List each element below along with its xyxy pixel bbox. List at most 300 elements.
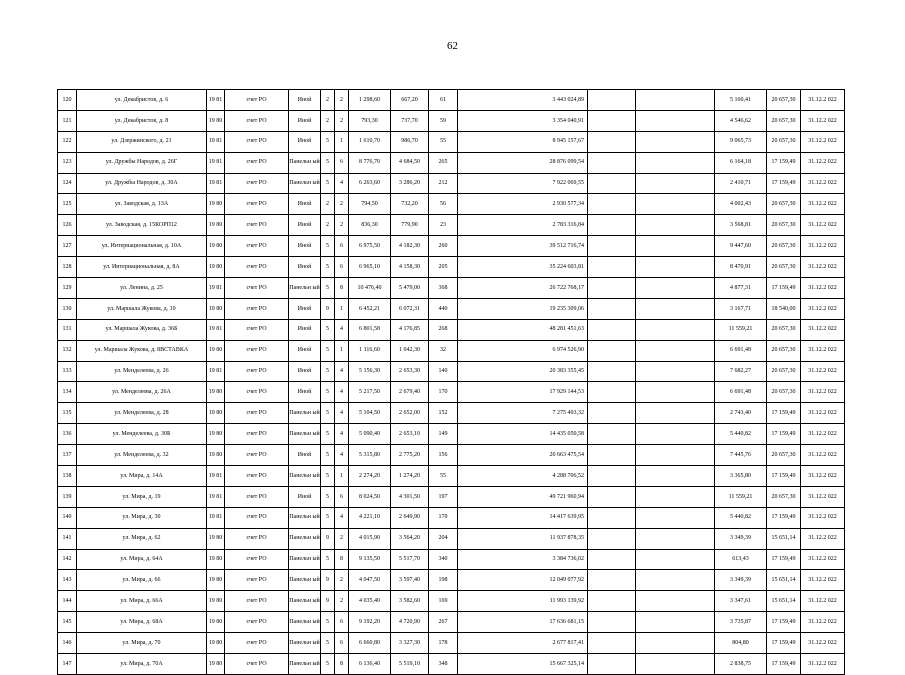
table-row <box>58 654 845 675</box>
fund-method-cell: счет РО <box>225 340 289 361</box>
total-area-cell: 5 156,30 <box>349 361 391 382</box>
cost-per-sqm-cell: 3 365,80 <box>715 466 767 487</box>
cost-per-sqm-cell: 11 559,21 <box>715 319 767 340</box>
residents-count-cell: 140 <box>429 361 458 382</box>
entrances-count-cell: 2 <box>335 194 349 215</box>
address-cell: ул. Менделеева, д. 28 <box>77 403 207 424</box>
living-area-cell: 2 775,20 <box>391 445 429 466</box>
limit-cost-cell: 17 159,49 <box>767 424 801 445</box>
empty-cell-cell <box>636 486 715 507</box>
wall-material-cell: Панельн ый <box>289 403 321 424</box>
limit-cost-cell: 20 657,30 <box>767 90 801 111</box>
cost-per-sqm-cell: 8 470,91 <box>715 257 767 278</box>
repair-cost-cell: 15 667 325,14 <box>458 654 588 675</box>
build-year-cell: 19 80 <box>207 215 225 236</box>
wall-material-cell: Иной <box>289 382 321 403</box>
wall-material-cell: Иной <box>289 445 321 466</box>
completion-date-cell: 31.12.2 022 <box>801 528 845 549</box>
build-year-cell: 19 80 <box>207 340 225 361</box>
living-area-cell: 4 182,30 <box>391 236 429 257</box>
empty-cell-cell <box>636 173 715 194</box>
wall-material-cell: Панельн ый <box>289 654 321 675</box>
cost-per-sqm-cell: 6 691,48 <box>715 382 767 403</box>
cost-per-sqm-cell: 6 164,18 <box>715 152 767 173</box>
total-area-cell: 1 298,60 <box>349 90 391 111</box>
empty-cell-cell <box>588 403 636 424</box>
entrances-count-cell: 2 <box>335 215 349 236</box>
floors-count-cell: 5 <box>321 257 335 278</box>
row-number-cell: 147 <box>58 654 77 675</box>
repair-cost-cell: 3 354 040,91 <box>458 110 588 131</box>
empty-cell-cell <box>588 424 636 445</box>
entrances-count-cell: 2 <box>335 570 349 591</box>
empty-cell-cell <box>636 278 715 299</box>
fund-method-cell: счет РО <box>225 424 289 445</box>
build-year-cell: 19 81 <box>207 466 225 487</box>
empty-cell-cell <box>636 466 715 487</box>
limit-cost-cell: 17 159,49 <box>767 152 801 173</box>
repair-cost-cell: 3 443 024,89 <box>458 90 588 111</box>
table-row <box>58 131 845 152</box>
living-area-cell: 5 519,10 <box>391 654 429 675</box>
living-area-cell: 6 072,31 <box>391 298 429 319</box>
living-area-cell: 732,20 <box>391 194 429 215</box>
fund-method-cell: счет РО <box>225 131 289 152</box>
completion-date-cell: 31.12.2 022 <box>801 131 845 152</box>
total-area-cell: 9 192,20 <box>349 612 391 633</box>
table-row <box>58 403 845 424</box>
floors-count-cell: 5 <box>321 466 335 487</box>
address-cell: ул. Маршала Жукова, д. 36Б <box>77 319 207 340</box>
empty-cell-cell <box>588 549 636 570</box>
total-area-cell: 5 090,40 <box>349 424 391 445</box>
completion-date-cell: 31.12.2 022 <box>801 549 845 570</box>
table-row <box>58 110 845 131</box>
row-number-cell: 129 <box>58 278 77 299</box>
limit-cost-cell: 20 657,30 <box>767 257 801 278</box>
cost-per-sqm-cell: 4 002,43 <box>715 194 767 215</box>
entrances-count-cell: 1 <box>335 131 349 152</box>
entrances-count-cell: 6 <box>335 152 349 173</box>
address-cell: ул. Дружбы Народов, д. 30А <box>77 173 207 194</box>
residents-count-cell: 152 <box>429 403 458 424</box>
residents-count-cell: 56 <box>429 194 458 215</box>
table-row <box>58 424 845 445</box>
empty-cell-cell <box>588 319 636 340</box>
floors-count-cell: 5 <box>321 654 335 675</box>
limit-cost-cell: 20 657,30 <box>767 194 801 215</box>
completion-date-cell: 31.12.2 022 <box>801 215 845 236</box>
empty-cell-cell <box>588 340 636 361</box>
total-area-cell: 6 975,50 <box>349 236 391 257</box>
limit-cost-cell: 17 159,49 <box>767 507 801 528</box>
limit-cost-cell: 15 651,14 <box>767 528 801 549</box>
limit-cost-cell: 17 159,49 <box>767 612 801 633</box>
row-number-cell: 126 <box>58 215 77 236</box>
cost-per-sqm-cell: 5 160,41 <box>715 90 767 111</box>
floors-count-cell: 5 <box>321 424 335 445</box>
living-area-cell: 3 327,30 <box>391 633 429 654</box>
entrances-count-cell: 6 <box>335 236 349 257</box>
build-year-cell: 19 80 <box>207 633 225 654</box>
empty-cell-cell <box>636 612 715 633</box>
wall-material-cell: Панельн ый <box>289 278 321 299</box>
row-number-cell: 122 <box>58 131 77 152</box>
living-area-cell: 1 274,20 <box>391 466 429 487</box>
residents-count-cell: 156 <box>429 445 458 466</box>
wall-material-cell: Иной <box>289 110 321 131</box>
residents-count-cell: 178 <box>429 633 458 654</box>
wall-material-cell: Панельн ый <box>289 570 321 591</box>
completion-date-cell: 31.12.2 022 <box>801 445 845 466</box>
cost-per-sqm-cell: 4 546,62 <box>715 110 767 131</box>
empty-cell-cell <box>588 194 636 215</box>
residents-count-cell: 198 <box>429 570 458 591</box>
row-number-cell: 127 <box>58 236 77 257</box>
repair-cost-cell: 4 288 706,52 <box>458 466 588 487</box>
living-area-cell: 667,20 <box>391 90 429 111</box>
row-number-cell: 138 <box>58 466 77 487</box>
fund-method-cell: счет РО <box>225 591 289 612</box>
living-area-cell: 5 517,70 <box>391 549 429 570</box>
entrances-count-cell: 6 <box>335 486 349 507</box>
limit-cost-cell: 20 657,30 <box>767 131 801 152</box>
build-year-cell: 19 80 <box>207 424 225 445</box>
build-year-cell: 19 81 <box>207 319 225 340</box>
entrances-count-cell: 2 <box>335 591 349 612</box>
repair-cost-cell: 26 722 768,17 <box>458 278 588 299</box>
build-year-cell: 19 80 <box>207 382 225 403</box>
limit-cost-cell: 20 657,30 <box>767 445 801 466</box>
row-number-cell: 145 <box>58 612 77 633</box>
completion-date-cell: 31.12.2 022 <box>801 466 845 487</box>
cost-per-sqm-cell: 2 743,40 <box>715 403 767 424</box>
floors-count-cell: 5 <box>321 549 335 570</box>
address-cell: ул. Заводская, д. 15КОРП12 <box>77 215 207 236</box>
residents-count-cell: 205 <box>429 257 458 278</box>
repair-cost-cell: 14 435 050,58 <box>458 424 588 445</box>
living-area-cell: 5 479,00 <box>391 278 429 299</box>
repair-cost-cell: 19 235 309,06 <box>458 298 588 319</box>
row-number-cell: 133 <box>58 361 77 382</box>
repair-cost-cell: 14 417 639,95 <box>458 507 588 528</box>
floors-count-cell: 2 <box>321 215 335 236</box>
residents-count-cell: 32 <box>429 340 458 361</box>
table-row <box>58 215 845 236</box>
limit-cost-cell: 17 159,49 <box>767 403 801 424</box>
entrances-count-cell: 6 <box>335 612 349 633</box>
wall-material-cell: Панельн ый <box>289 549 321 570</box>
wall-material-cell: Иной <box>289 131 321 152</box>
build-year-cell: 19 80 <box>207 528 225 549</box>
floors-count-cell: 5 <box>321 361 335 382</box>
residents-count-cell: 23 <box>429 215 458 236</box>
residents-count-cell: 59 <box>429 110 458 131</box>
table-row <box>58 90 845 111</box>
wall-material-cell: Иной <box>289 361 321 382</box>
cost-per-sqm-cell: 4 877,31 <box>715 278 767 299</box>
address-cell: ул. Маршала Жукова, д. 10 <box>77 298 207 319</box>
row-number-cell: 143 <box>58 570 77 591</box>
total-area-cell: 4 015,90 <box>349 528 391 549</box>
fund-method-cell: счет РО <box>225 236 289 257</box>
address-cell: ул. Заводская, д. 13А <box>77 194 207 215</box>
address-cell: ул. Мира, д. 68А <box>77 612 207 633</box>
entrances-count-cell: 4 <box>335 319 349 340</box>
total-area-cell: 6 965,10 <box>349 257 391 278</box>
repair-cost-cell: 11 937 878,35 <box>458 528 588 549</box>
address-cell: ул. Менделеева, д. 30Б <box>77 424 207 445</box>
housing-table <box>57 89 845 675</box>
fund-method-cell: счет РО <box>225 654 289 675</box>
floors-count-cell: 9 <box>321 570 335 591</box>
fund-method-cell: счет РО <box>225 173 289 194</box>
empty-cell-cell <box>636 382 715 403</box>
living-area-cell: 3 582,60 <box>391 591 429 612</box>
completion-date-cell: 31.12.2 022 <box>801 570 845 591</box>
row-number-cell: 135 <box>58 403 77 424</box>
total-area-cell: 8 024,50 <box>349 486 391 507</box>
limit-cost-cell: 20 657,30 <box>767 215 801 236</box>
build-year-cell: 19 81 <box>207 173 225 194</box>
residents-count-cell: 260 <box>429 236 458 257</box>
total-area-cell: 793,30 <box>349 110 391 131</box>
row-number-cell: 139 <box>58 486 77 507</box>
entrances-count-cell: 2 <box>335 528 349 549</box>
address-cell: ул. Дружбы Народов, д. 26Г <box>77 152 207 173</box>
total-area-cell: 6 660,80 <box>349 633 391 654</box>
repair-cost-cell: 11 993 139,92 <box>458 591 588 612</box>
address-cell: ул. Мира, д. 30 <box>77 507 207 528</box>
limit-cost-cell: 15 651,14 <box>767 591 801 612</box>
row-number-cell: 125 <box>58 194 77 215</box>
build-year-cell: 19 80 <box>207 612 225 633</box>
fund-method-cell: счет РО <box>225 466 289 487</box>
limit-cost-cell: 20 657,30 <box>767 486 801 507</box>
empty-cell-cell <box>636 152 715 173</box>
floors-count-cell: 5 <box>321 403 335 424</box>
repair-cost-cell: 48 281 451,63 <box>458 319 588 340</box>
limit-cost-cell: 17 159,49 <box>767 633 801 654</box>
empty-cell-cell <box>588 152 636 173</box>
empty-cell-cell <box>588 612 636 633</box>
entrances-count-cell: 1 <box>335 340 349 361</box>
empty-cell-cell <box>636 236 715 257</box>
repair-cost-cell: 28 876 099,54 <box>458 152 588 173</box>
residents-count-cell: 55 <box>429 466 458 487</box>
completion-date-cell: 31.12.2 022 <box>801 382 845 403</box>
limit-cost-cell: 17 159,49 <box>767 466 801 487</box>
table-row <box>58 591 845 612</box>
entrances-count-cell: 1 <box>335 298 349 319</box>
repair-cost-cell: 7 275 493,32 <box>458 403 588 424</box>
fund-method-cell: счет РО <box>225 445 289 466</box>
completion-date-cell: 31.12.2 022 <box>801 278 845 299</box>
fund-method-cell: счет РО <box>225 486 289 507</box>
build-year-cell: 19 80 <box>207 445 225 466</box>
limit-cost-cell: 17 159,49 <box>767 278 801 299</box>
living-area-cell: 2 649,90 <box>391 507 429 528</box>
entrances-count-cell: 4 <box>335 361 349 382</box>
repair-cost-cell: 8 945 157,67 <box>458 131 588 152</box>
address-cell: ул. Интернациональная, д. 8А <box>77 257 207 278</box>
empty-cell-cell <box>588 486 636 507</box>
repair-cost-cell: 35 224 603,81 <box>458 257 588 278</box>
completion-date-cell: 31.12.2 022 <box>801 361 845 382</box>
cost-per-sqm-cell: 3 735,87 <box>715 612 767 633</box>
fund-method-cell: счет РО <box>225 298 289 319</box>
entrances-count-cell: 8 <box>335 654 349 675</box>
table-row <box>58 570 845 591</box>
repair-cost-cell: 2 930 577,34 <box>458 194 588 215</box>
living-area-cell: 4 684,50 <box>391 152 429 173</box>
build-year-cell: 19 80 <box>207 236 225 257</box>
cost-per-sqm-cell: 3 167,71 <box>715 298 767 319</box>
entrances-count-cell: 2 <box>335 110 349 131</box>
empty-cell-cell <box>588 591 636 612</box>
empty-cell-cell <box>588 278 636 299</box>
living-area-cell: 4 301,50 <box>391 486 429 507</box>
cost-per-sqm-cell: 7 682,27 <box>715 361 767 382</box>
build-year-cell: 19 80 <box>207 654 225 675</box>
page-number: 62 <box>447 40 458 52</box>
limit-cost-cell: 17 159,49 <box>767 173 801 194</box>
entrances-count-cell: 4 <box>335 173 349 194</box>
entrances-count-cell: 2 <box>335 90 349 111</box>
row-number-cell: 128 <box>58 257 77 278</box>
residents-count-cell: 268 <box>429 319 458 340</box>
empty-cell-cell <box>636 507 715 528</box>
completion-date-cell: 31.12.2 022 <box>801 257 845 278</box>
row-number-cell: 131 <box>58 319 77 340</box>
row-number-cell: 140 <box>58 507 77 528</box>
fund-method-cell: счет РО <box>225 507 289 528</box>
floors-count-cell: 5 <box>321 633 335 654</box>
wall-material-cell: Панельн ый <box>289 466 321 487</box>
table-body <box>58 90 845 675</box>
completion-date-cell: 31.12.2 022 <box>801 173 845 194</box>
completion-date-cell: 31.12.2 022 <box>801 654 845 675</box>
table-row <box>58 340 845 361</box>
floors-count-cell: 5 <box>321 445 335 466</box>
empty-cell-cell <box>588 90 636 111</box>
empty-cell-cell <box>636 424 715 445</box>
floors-count-cell: 5 <box>321 340 335 361</box>
cost-per-sqm-cell: 3 347,61 <box>715 591 767 612</box>
repair-cost-cell: 17 636 681,15 <box>458 612 588 633</box>
build-year-cell: 19 80 <box>207 570 225 591</box>
empty-cell-cell <box>588 654 636 675</box>
completion-date-cell: 31.12.2 022 <box>801 633 845 654</box>
fund-method-cell: счет РО <box>225 382 289 403</box>
empty-cell-cell <box>636 298 715 319</box>
living-area-cell: 2 652,00 <box>391 403 429 424</box>
floors-count-cell: 5 <box>321 319 335 340</box>
address-cell: ул. Декабристов, д. 6 <box>77 90 207 111</box>
address-cell: ул. Мира, д. 64А <box>77 549 207 570</box>
completion-date-cell: 31.12.2 022 <box>801 152 845 173</box>
address-cell: ул. Дзержинского, д. 21 <box>77 131 207 152</box>
fund-method-cell: счет РО <box>225 612 289 633</box>
empty-cell-cell <box>636 403 715 424</box>
limit-cost-cell: 20 657,30 <box>767 110 801 131</box>
fund-method-cell: счет РО <box>225 90 289 111</box>
row-number-cell: 124 <box>58 173 77 194</box>
address-cell: ул. Мира, д. 62 <box>77 528 207 549</box>
address-cell: ул. Менделеева, д. 26А <box>77 382 207 403</box>
total-area-cell: 2 274,20 <box>349 466 391 487</box>
empty-cell-cell <box>588 215 636 236</box>
address-cell: ул. Менделеева, д. 26 <box>77 361 207 382</box>
address-cell: ул. Декабристов, д. 8 <box>77 110 207 131</box>
limit-cost-cell: 20 657,30 <box>767 236 801 257</box>
table-row <box>58 549 845 570</box>
empty-cell-cell <box>636 257 715 278</box>
total-area-cell: 4 047,50 <box>349 570 391 591</box>
address-cell: ул. Мира, д. 66 <box>77 570 207 591</box>
cost-per-sqm-cell: 5 440,82 <box>715 507 767 528</box>
table-row <box>58 633 845 654</box>
row-number-cell: 120 <box>58 90 77 111</box>
floors-count-cell: 5 <box>321 507 335 528</box>
repair-cost-cell: 3 384 736,02 <box>458 549 588 570</box>
build-year-cell: 19 81 <box>207 278 225 299</box>
cost-per-sqm-cell: 3 349,39 <box>715 528 767 549</box>
fund-method-cell: счет РО <box>225 549 289 570</box>
build-year-cell: 19 80 <box>207 194 225 215</box>
completion-date-cell: 31.12.2 022 <box>801 507 845 528</box>
repair-cost-cell: 12 049 077,92 <box>458 570 588 591</box>
residents-count-cell: 265 <box>429 152 458 173</box>
living-area-cell: 2 653,30 <box>391 361 429 382</box>
empty-cell-cell <box>588 528 636 549</box>
residents-count-cell: 170 <box>429 507 458 528</box>
wall-material-cell: Иной <box>289 215 321 236</box>
wall-material-cell: Иной <box>289 257 321 278</box>
row-number-cell: 132 <box>58 340 77 361</box>
row-number-cell: 141 <box>58 528 77 549</box>
build-year-cell: 19 81 <box>207 90 225 111</box>
wall-material-cell: Иной <box>289 236 321 257</box>
residents-count-cell: 55 <box>429 131 458 152</box>
floors-count-cell: 5 <box>321 382 335 403</box>
row-number-cell: 123 <box>58 152 77 173</box>
completion-date-cell: 31.12.2 022 <box>801 194 845 215</box>
floors-count-cell: 5 <box>321 612 335 633</box>
living-area-cell: 4 158,30 <box>391 257 429 278</box>
floors-count-cell: 5 <box>321 131 335 152</box>
cost-per-sqm-cell: 2 410,71 <box>715 173 767 194</box>
living-area-cell: 737,70 <box>391 110 429 131</box>
row-number-cell: 136 <box>58 424 77 445</box>
residents-count-cell: 61 <box>429 90 458 111</box>
empty-cell-cell <box>636 215 715 236</box>
wall-material-cell: Панельн ый <box>289 507 321 528</box>
completion-date-cell: 31.12.2 022 <box>801 591 845 612</box>
empty-cell-cell <box>588 361 636 382</box>
empty-cell-cell <box>636 110 715 131</box>
limit-cost-cell: 15 651,14 <box>767 570 801 591</box>
entrances-count-cell: 4 <box>335 424 349 445</box>
floors-count-cell: 9 <box>321 591 335 612</box>
empty-cell-cell <box>588 570 636 591</box>
entrances-count-cell: 4 <box>335 382 349 403</box>
entrances-count-cell: 1 <box>335 466 349 487</box>
row-number-cell: 144 <box>58 591 77 612</box>
repair-cost-cell: 39 512 716,74 <box>458 236 588 257</box>
completion-date-cell: 31.12.2 022 <box>801 319 845 340</box>
table-row <box>58 382 845 403</box>
